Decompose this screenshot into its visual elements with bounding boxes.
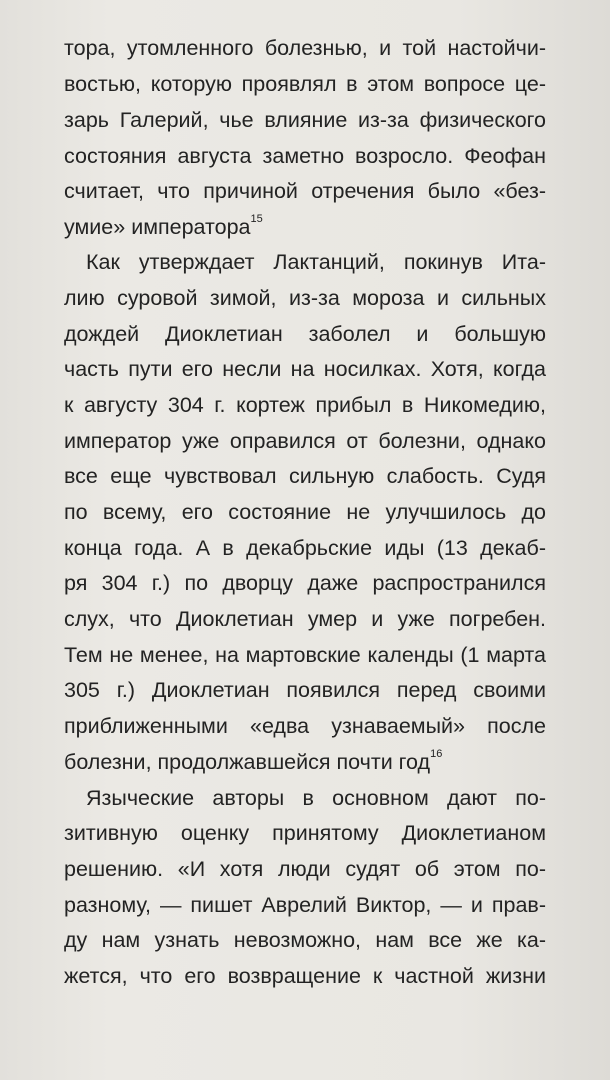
text-line: все еще чувствовал сильную слабость. Судя <box>64 464 546 488</box>
text-line: по всему, его состояние не улучшилось до <box>64 500 546 524</box>
footnote-ref-16[interactable]: 16 <box>430 748 443 760</box>
text-line: жется, что его возвращение к частной жизни <box>64 964 546 988</box>
text-line: считает, что причиной отречения было «без- <box>64 179 546 203</box>
text-line: лию суровой зимой, из-за мороза и сильных <box>64 286 546 310</box>
text-line: 305 г.) Диоклетиан появился перед своими <box>64 678 546 702</box>
text-line: зарь Галерий, чье влияние из-за физического <box>64 108 546 132</box>
text-line <box>64 210 546 244</box>
text-line: часть пути его несли на носилках. Хотя, когда <box>64 357 546 381</box>
text-line: разному, — пишет Аврелий Виктор, — и прав- <box>64 893 546 917</box>
text-line: Языческие авторы в основном дают по- <box>86 786 546 810</box>
text-line: зитивную оценку принятому Диоклетианом <box>64 821 546 845</box>
footnote-ref-15[interactable]: 15 <box>250 213 263 225</box>
text-line: приближенными «едва узнаваемый» после <box>64 714 546 738</box>
text-line: ду нам узнать невозможно, нам все же ка- <box>64 928 546 952</box>
text-line: конца года. А в декабрьские иды (13 декаб- <box>64 536 546 560</box>
text-line: Тем не менее, на мартовские календы (1 марта <box>64 643 546 667</box>
text-line: к августу 304 г. кортеж прибыл в Никомедию, <box>64 393 546 417</box>
text-line: император уже оправился от болезни, однако <box>64 429 546 453</box>
text-line <box>64 745 546 779</box>
text-line: слух, что Диоклетиан умер и уже погребен. <box>64 607 546 631</box>
text-line-content: умие» императора <box>64 215 251 239</box>
text-line-content: болезни, продолжавшейся почти год <box>64 750 431 774</box>
text-line: тора, утомленного болезнью, и той настойчи- <box>64 36 546 60</box>
text-line: Как утверждает Лактанций, покинув Ита- <box>86 250 546 274</box>
text-line: дождей Диоклетиан заболел и большую <box>64 322 546 346</box>
text-line: востью, которую проявлял в этом вопросе це- <box>64 72 546 96</box>
text-line: состояния августа заметно возросло. Феофан <box>64 144 546 168</box>
text-line: ря 304 г.) по дворцу даже распространился <box>64 571 546 595</box>
text-line: решению. «И хотя люди судят об этом по- <box>64 857 546 881</box>
